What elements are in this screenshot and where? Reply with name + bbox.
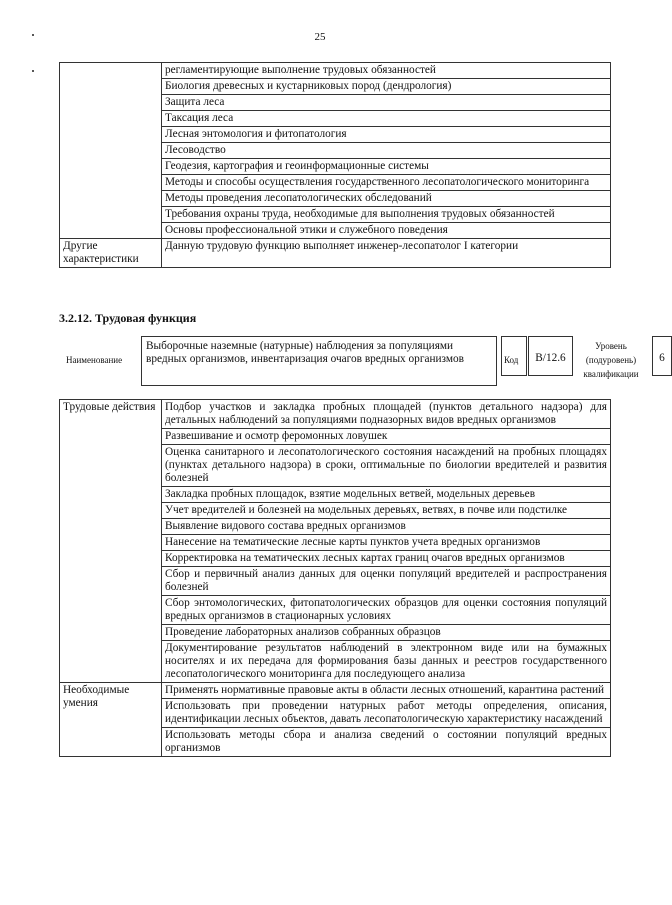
labor-actions-item: Выявление видового состава вредных организмов (162, 519, 611, 535)
labor-actions-item: Сбор и первичный анализ данных для оценки популяций вредителей и распространения болезней (162, 567, 611, 596)
other-characteristics-label: Другие характеристики (60, 239, 162, 268)
required-skills-item: Использовать методы сбора и анализа сведений о состоянии популяций вредных организмов (162, 728, 611, 757)
knowledge-item: Методы и способы осуществления государственного лесопатологического мониторинга (162, 175, 611, 191)
labor-actions-item: Развешивание и осмотр феромонных ловушек (162, 429, 611, 445)
function-header (60, 336, 665, 386)
knowledge-item: Таксация леса (162, 111, 611, 127)
knowledge-item: Лесная энтомология и фитопатология (162, 127, 611, 143)
margin-dot (32, 70, 34, 72)
labor-actions-item: Закладка пробных площадок, взятие модельных ветвей, модельных деревьев (162, 487, 611, 503)
labor-actions-item: Нанесение на тематические лесные карты пунктов учета вредных организмов (162, 535, 611, 551)
required-skills-item: Применять нормативные правовые акты в области лесных отношений, карантина растений (162, 683, 611, 699)
labor-actions-item: Оценка санитарного и лесопатологического состояния насаждений на пробных площадях (пунктах детального надзора) в сроки, оптимальные по биологии вредителей и развития болезней (162, 445, 611, 487)
function-code: B/12.6 (528, 336, 573, 376)
knowledge-table (59, 62, 611, 268)
knowledge-item: Биология древесных и кустарниковых пород (дендрология) (162, 79, 611, 95)
knowledge-item: Защита леса (162, 95, 611, 111)
knowledge-item: Требования охраны труда, необходимые для выполнения трудовых обязанностей (162, 207, 611, 223)
table-row (60, 400, 611, 429)
knowledge-item: Основы профессиональной этики и служебного поведения (162, 223, 611, 239)
required-skills-label: Необходимые умения (60, 683, 162, 757)
page-number: 25 (314, 31, 326, 43)
labor-actions-item: Корректировка на тематических лесных картах границ очагов вредных организмов (162, 551, 611, 567)
knowledge-item: Методы проведения лесопатологических обследований (162, 191, 611, 207)
function-table (59, 399, 611, 757)
knowledge-item: Геодезия, картография и геоинформационные системы (162, 159, 611, 175)
required-skills-item: Использовать при проведении натурных работ методы определения, описания, идентификации лесных объектов, давать лесопатологическую характеристику насаждений (162, 699, 611, 728)
other-characteristics-value: Данную трудовую функцию выполняет инженер-лесопатолог I категории (162, 239, 611, 268)
table-row (60, 239, 611, 268)
knowledge-label (60, 63, 162, 239)
table-row (60, 63, 611, 79)
code-label-box (501, 336, 527, 376)
knowledge-item: Лесоводство (162, 143, 611, 159)
knowledge-item: регламентирующие выполнение трудовых обязанностей (162, 63, 611, 79)
section-title: 3.2.12. Трудовая функция (59, 311, 197, 325)
level-value: 6 (652, 336, 672, 376)
table-row (60, 683, 611, 699)
labor-actions-item: Подбор участков и закладка пробных площадей (пунктов детального надзора) для детальных наблюдений за популяциями подназорных видов вредных организмов (162, 400, 611, 429)
labor-actions-item: Документирование результатов наблюдений в электронном виде или на бумажных носителях и их передача для формирования базы данных и реестров государственного лесопатологического мониторинга для последующего анализа (162, 641, 611, 683)
function-name: Выборочные наземные (натурные) наблюдения за популяциями вредных организмов, инвентаризация очагов вредных организмов (141, 336, 497, 386)
code-label: Код (504, 355, 519, 365)
name-label: Наименование (66, 355, 123, 365)
level-label: Уровень (подуровень) квалификации (583, 341, 639, 379)
labor-actions-label: Трудовые действия (60, 400, 162, 683)
labor-actions-item: Сбор энтомологических, фитопатологических образцов для оценки состояния популяций вредных организмов в стационарных условиях (162, 596, 611, 625)
margin-dot (32, 34, 34, 36)
labor-actions-item: Учет вредителей и болезней на модельных деревьях, ветвях, в почве или подстилке (162, 503, 611, 519)
labor-actions-item: Проведение лабораторных анализов собранных образцов (162, 625, 611, 641)
